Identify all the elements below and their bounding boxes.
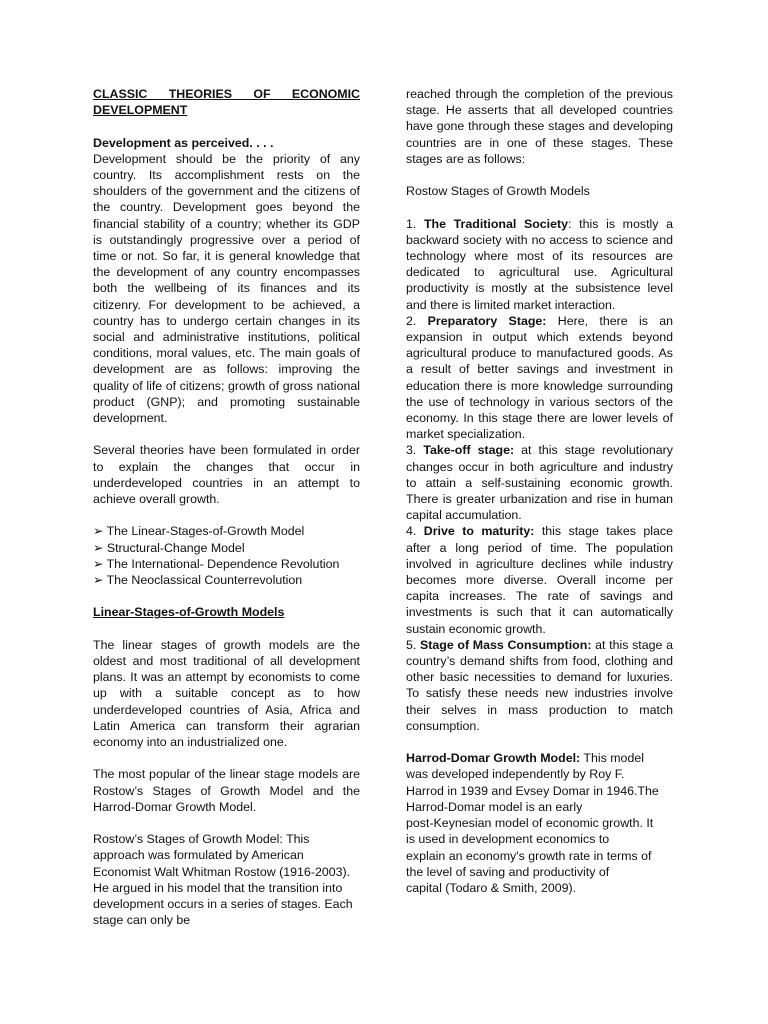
stage-text: this stage takes place after a long period of time. The population involved in agriculture declines while industry becomes more diverse. Overall income per capita increases. The rate of savings and investments is such that it can automatically sustain economic growth.: [406, 524, 673, 636]
stage-name: The Traditional Society: [423, 216, 569, 231]
stage-number: 1.: [406, 216, 424, 231]
stage-number: 2.: [406, 313, 428, 328]
stage-name: Take-off stage:: [423, 443, 515, 458]
stage-item-1: [406, 216, 673, 313]
document-title: CLASSIC THEORIES OF ECONOMIC DEVELOPMENT: [93, 87, 360, 118]
harrod-line: Harrod-Domar model is an early: [406, 799, 583, 814]
stage-text: at this stage a country’s demand shifts from food, clothing and other basic necessities to demand for luxuries. To satisfy these needs new industries involve their selves in mass production to match consumption.: [406, 637, 673, 733]
harrod-domar-heading: Harrod-Domar Growth Model:: [406, 751, 581, 766]
section-heading-development: Development as perceived. . . .: [93, 135, 274, 150]
stage-number: 5.: [406, 637, 421, 652]
stage-item-4: [406, 523, 673, 636]
stage-item-3: [406, 442, 673, 523]
harrod-line: the level of saving and productivity of: [406, 864, 610, 879]
rostow-heading: Rostow Stages of Growth Models: [406, 184, 590, 199]
harrod-line: explain an economy's growth rate in terms of: [406, 848, 652, 863]
stage-text: at this stage revolutionary changes occur in both agriculture and industry to attain a self-sustaining economic growth. There is greater urbanization and rise in human capital accumulation.: [406, 443, 673, 523]
harrod-line: post-Keynesian model of economic growth. It: [406, 816, 654, 831]
harrod-line: is used in development economics to: [406, 832, 610, 847]
stage-name: Stage of Mass Consumption:: [420, 637, 592, 652]
paragraph-development: Development should be the priority of any country. Its accomplishment rests on the shoulders of the government and the citizens of the country. Development goes beyond the financial stability of a country; whether its GDP is outstandingly progressive over a period of time or not. So far, it is general knowledge that the development of any country encompasses both the wellbeing of its finances and its citizenry. For development to be achieved, a country has to undergo certain changes in its social and administrative institutions, political conditions, moral values, etc. The main goals of development are as follows: improving the quality of life of citizens; growth of gross national product (GNP); and promoting sustainable development.: [93, 151, 360, 426]
stage-number: 4.: [406, 524, 424, 539]
bullet-item: ➢ The Linear-Stages-of-Growth Model: [93, 524, 305, 539]
stage-number: 3.: [406, 443, 424, 458]
bullet-item: ➢ The International- Dependence Revolution: [93, 556, 340, 571]
stage-text: Here, there is an expansion in output which extends beyond agricultural produce to manufactured goods. As a result of better savings and investment in education there is more knowledge surrounding the use of technology in various sectors of the economy. In this stage there are lower levels of market specialization.: [406, 313, 674, 442]
stage-name: Preparatory Stage:: [427, 313, 547, 328]
harrod-domar-paragraph: Harrod-Domar Growth Model: This model: [406, 751, 644, 766]
bullet-item: ➢ Structural-Change Model: [93, 540, 245, 555]
paragraph-linear-stages: The linear stages of growth models are the oldest and most traditional of all development plans. It was an attempt by economists to come up with a suitable concept as to how underdeveloped countries of Asia, Africa and Latin America can transform their agrarian economy into an industrialized one.: [93, 637, 360, 750]
bullet-item: ➢ The Neoclassical Counterrevolution: [93, 573, 303, 588]
paragraph-popular-models: The most popular of the linear stage models are Rostow’s Stages of Growth Model and the Harrod-Domar Growth Model.: [93, 767, 360, 814]
stage-text: : this is mostly a backward society with no access to science and technology where most of its resources are dedicated to agricultural use. Agricultural productivity is mostly at the subsistence level and there is limited market interaction.: [406, 216, 674, 312]
right-column: [406, 86, 673, 896]
paragraph-theories: Several theories have been formulated in order to explain the changes that occur in underdeveloped countries in an attempt to achieve overall growth.: [93, 443, 360, 507]
paragraph-rostow-continued: reached through the completion of the previous stage. He asserts that all developed countries have gone through these stages and developing countries are in one of these stages. These stages are as follows:: [406, 87, 673, 166]
paragraph-rostow-intro: Rostow’s Stages of Growth Model: This approach was formulated by American Economist Walt Whitman Rostow (1916-2003). He argued in his model that the transition into development occurs in a series of stages. Each stage can only be: [93, 832, 353, 928]
harrod-line: capital (Todaro & Smith, 2009).: [406, 880, 577, 895]
stage-name: Drive to maturity:: [423, 524, 535, 539]
harrod-line: Harrod in 1939 and Evsey Domar in 1946.The: [406, 783, 659, 798]
section-heading-linear-stages: Linear-Stages-of-Growth Models: [93, 605, 285, 620]
left-column: [93, 86, 360, 928]
stage-item-5: [406, 637, 673, 734]
harrod-line: was developed independently by Roy F.: [406, 767, 625, 782]
stage-item-2: [406, 313, 673, 443]
